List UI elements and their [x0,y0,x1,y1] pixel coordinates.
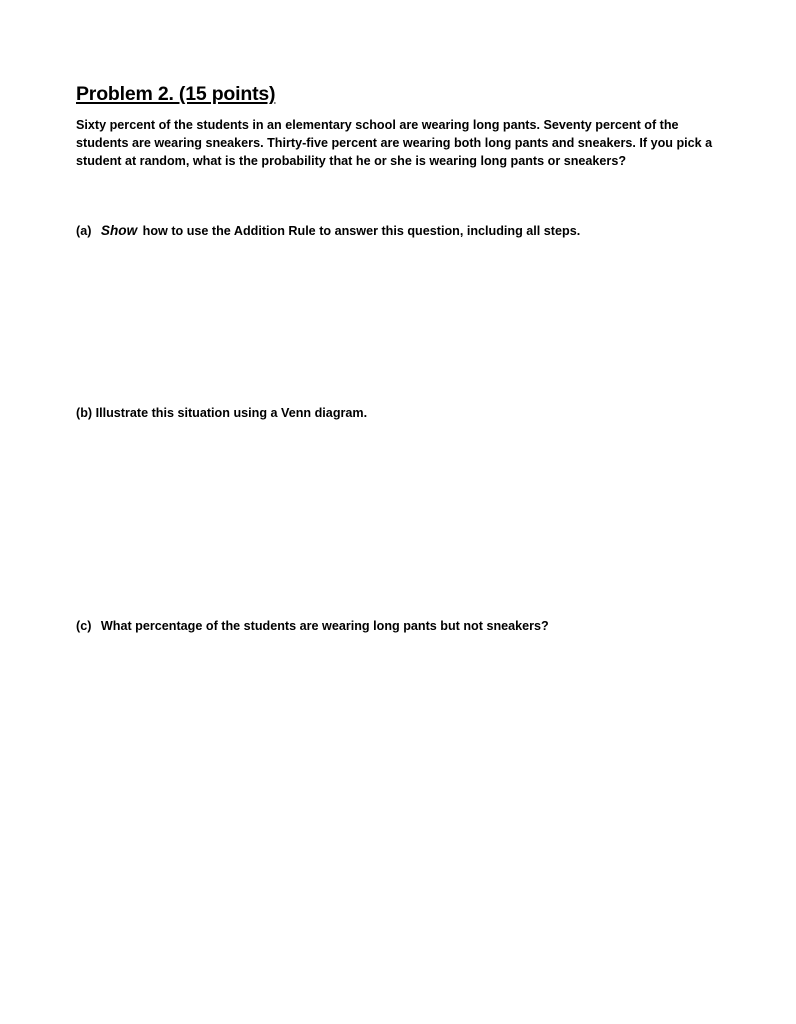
question-a-emphasis: Show [100,223,138,238]
question-a-text: how to use the Addition Rule to answer this question, including all steps. [142,224,581,238]
question-c-label: (c) [76,619,92,633]
question-a-label: (a) [76,224,92,238]
problem-statement: Sixty percent of the students in an elementary school are wearing long pants. Seventy percent of the students are wearing sneakers. Thirty-five percent are wearing both long pants and sneakers. If you pick a student at random, what is the probability that he or she is wearing long pants or sneakers? [76,118,713,169]
question-b-label: (b) [76,406,93,420]
question-b-text: Illustrate this situation using a Venn diagram. [95,406,368,420]
question-b [76,406,367,420]
question-a [76,223,580,238]
problem-title: Problem 2. (15 points) [76,83,276,105]
question-c-text: What percentage of the students are wearing long pants but not sneakers? [100,619,549,633]
question-c [76,619,549,633]
